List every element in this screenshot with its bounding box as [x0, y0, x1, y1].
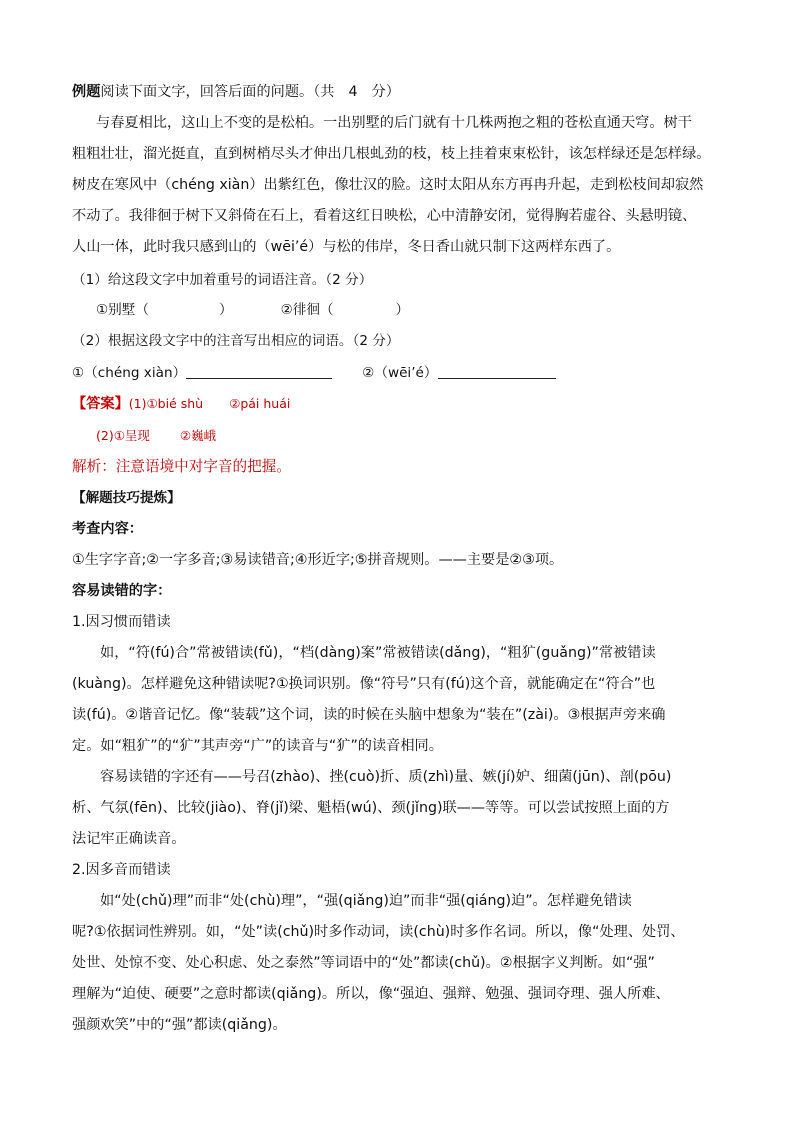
section-1-line: (kuàng)。怎样避免这种错读呢?①换词识别。像“符号”只有(fú)这个音，就能确定在“符合”也 — [72, 676, 656, 692]
example-heading — [72, 82, 732, 102]
section-2-line: 处世、处惊不变、处心积虑、处之泰然”等词语中的“处”都读(chǔ)。②根据字义判断。如“强” — [72, 955, 655, 971]
skills-title: 【解题技巧提炼】 — [72, 490, 181, 506]
passage-line: 粗粗壮壮，溜光挺直，直到树梢尽头才伸出几根虬劲的枝，枝上挂着束束松针，该怎样绿还是怎样绿。 — [72, 146, 711, 162]
passage-line: 树皮在寒风中（chéng xiàn）出紫红色，像壮汉的脸。这时太阳从东方再冉升起，走到松枝间却寂然 — [72, 177, 704, 193]
content-list: ①生字字音;②一字多音;③易读错音;④形近字;⑤拼音规则。——主要是②③项。 — [72, 552, 564, 568]
section-1-title: 1.因习惯而错读 — [72, 614, 171, 630]
analysis-text: 解析：注意语境中对字音的把握。 — [72, 458, 291, 475]
question-2-prompt: （2）根据这段文字中的注音写出相应的词语。（2 分） — [72, 333, 400, 349]
section-2-line: 如“处(chǔ)理”而非“处(chù)理”，“强(qiǎng)迫”而非“强(qiáng)迫”。怎样避免错读 — [100, 893, 632, 909]
section-1-line: 定。如“粗犷”的“犷”其声旁“广”的读音与“犷”的读音相同。 — [72, 738, 443, 754]
question-1-item-1: ①别墅（ — [96, 302, 149, 318]
section-2-title: 2.因多音而错读 — [72, 862, 171, 878]
section-2-line: 理解为“迫使、硬要”之意时都读(qiǎng)。所以，像“强迫、强辩、勉强、强词夺理、强人所难、 — [72, 986, 670, 1002]
section-1-line: 容易读错的字还有——号召(zhào)、挫(cuò)折、质(zhì)量、嫉(jí)妒、细菌(jūn)、剖(pōu) — [100, 769, 672, 785]
question-2-item-1: ①（chéng xiàn） — [72, 365, 187, 381]
passage-line: 人山一体，此时我只感到山的（wēi’é）与松的伟岸，冬日香山就只制下这两样东西了。 — [72, 239, 621, 255]
example-score-unit: 分） — [371, 84, 400, 100]
question-2-item-2: ②（wēi’é） — [362, 365, 438, 381]
section-2-line: 呢?①依据词性辨别。如，“处”读(chǔ)时多作动词，读(chù)时多作名词。所以，像“处理、处罚、 — [72, 924, 685, 940]
section-2-line: 强颜欢笑”中的“强”都读(qiǎng)。 — [72, 1017, 287, 1033]
question-1-items: ①别墅（ ） ②徘徊（ ） — [96, 302, 410, 318]
example-instruction: 阅读下面文字，回答后面的问题。（共 — [100, 84, 335, 100]
content-title: 考查内容： — [72, 521, 143, 537]
question-1-prompt: （1）给这段文字中加着重号的词语注音。（2 分） — [72, 272, 373, 288]
example-score-number: 4 — [348, 84, 358, 100]
section-1-line: 读(fú)。②谐音记忆。像“装载”这个词，读的时候在头脑中想象为“装在”(zài)。③根据声旁来确 — [72, 707, 666, 723]
easy-wrong-title: 容易读错的字： — [72, 583, 172, 599]
answer-line-1: 【答案】(1)①bié shù ②pái huái — [72, 396, 291, 412]
passage-line: 与春夏相比，这山上不变的是松柏。一出别墅的后门就有十几株两抱之粗的苍松直通天穹。树干 — [96, 115, 692, 131]
answer-line-2: (2)①呈现 ②巍峨 — [96, 428, 217, 443]
answer-blank[interactable] — [438, 364, 556, 379]
example-label: 例题 — [72, 84, 101, 100]
answer-blank[interactable] — [186, 364, 332, 379]
section-1-line: 析、气氛(fēn)、比较(jiào)、脊(jǐ)梁、魁梧(wú)、颈(jǐng)联——等等。可以尝试按照上面的方 — [72, 800, 670, 816]
section-1-line: 法记牢正确读音。 — [72, 831, 186, 847]
question-2-items — [72, 363, 732, 383]
passage-line: 不动了。我徘徊于树下又斜倚在石上，看着这红日映松，心中清静安闭，觉得胸若虚谷、头悬明镜、 — [72, 208, 697, 224]
answer-label: 【答案】 — [72, 396, 129, 412]
section-1-line: 如，“符(fú)合”常被错读(fǔ)，“档(dàng)案”常被错读(dǎng)，“粗犷(guǎng)”常被错读 — [100, 645, 656, 661]
question-1-item-2: ②徘徊（ — [280, 302, 334, 318]
